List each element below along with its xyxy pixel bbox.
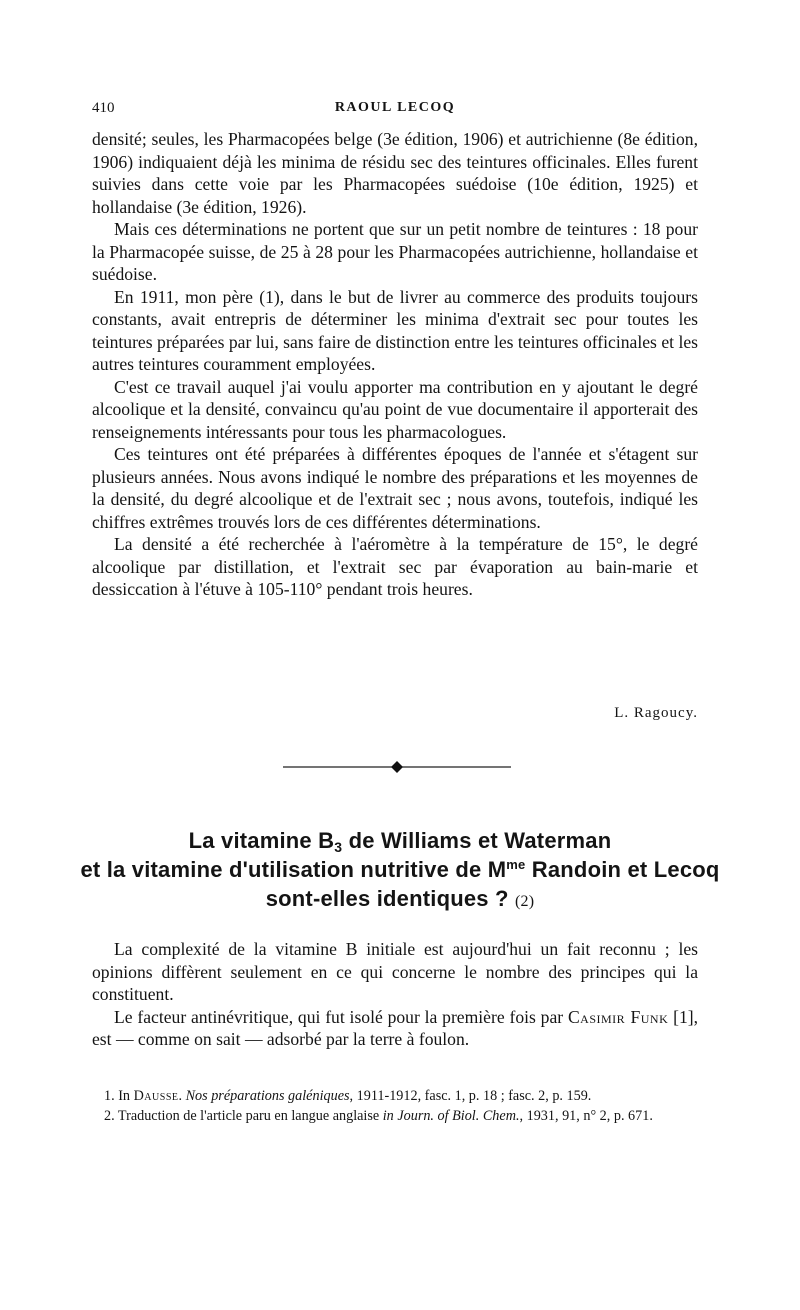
footnote-ref: (2) [515, 893, 535, 910]
paragraph: La densité a été recherchée à l'aéromètre à la température de 15°, le degré alcoolique par distillation, et l'extrait sec par évaporation au bain-marie et dessiccation à l'étuve à 105-110° pendant trois heures. [92, 534, 698, 599]
page-number: 410 [92, 100, 115, 116]
paragraph: La complexité de la vitamine B initiale est aujourd'hui un fait reconnu ; les opinions diffèrent seulement en ce qui concerne le nombre des principes qui la constituent. [92, 939, 698, 1004]
footnote-1: 1. In Dausse. Nos préparations galéniques, 1911-1912, fasc. 1, p. 18 ; fasc. 2, p. 159. [104, 1088, 592, 1104]
title-line-1: La vitamine $B_3$ de Williams et Waterman [188, 828, 612, 855]
body-text-lower [92, 938, 698, 1051]
title-line-3: sont-elles identiques ? (2) [265, 886, 535, 911]
author-name: Casimir Funk [567, 1006, 669, 1027]
author-signature: L. Ragoucy. [614, 705, 698, 721]
footnote-2: 2. Traduction de l'article paru en langue anglaise in Journ. of Biol. Chem., 1931, 91, n° 2, p. 671. [104, 1108, 653, 1124]
footnotes [92, 1086, 698, 1126]
article-title [80, 826, 720, 916]
paragraph: Ces teintures ont été préparées à différentes époques de l'année et s'étagent sur plusieurs années. Nous avons indiqué le nombre des préparations et les moyennes de la densité, du degré alcoolique et de l'extrait sec ; nous avons, toutefois, indiqué les chiffres extrêmes trouvés lors de ces différentes déterminations. [92, 444, 698, 532]
paragraph: En 1911, mon père (1), dans le but de livrer au commerce des produits toujours constants, avait entrepris de déterminer les minima d'extrait sec pour toutes les teintures préparées par lui, sans faire de distinction entre les teintures officinales et les autres teintures couramment employées. [92, 286, 698, 374]
body-text-upper [92, 128, 698, 601]
paragraph: densité; seules, les Pharmacopées belge (3e édition, 1906) et autrichienne (8e édition, 1906) indiquaient déjà les minima de résidu sec des teintures officinales. Elles furent suivies dans cette voie par les Pharmacopées suédoise (10e édition, 1925) et hollandaise (3e édition, 1926). [92, 129, 698, 217]
paragraph: C'est ce travail auquel j'ai voulu apporter ma contribution en y ajoutant le degré alcoolique et la densité, convaincu qu'au point de vue documentaire il apporterait des renseignements intéressants pour tous les pharmacologues. [92, 376, 698, 442]
title-line-2: et la vitamine d'utilisation nutritive de $M^{me}$ Randoin et Lecoq [80, 857, 720, 882]
running-head [92, 100, 698, 122]
paragraph: Mais ces déterminations ne portent que sur un petit nombre de teintures : 18 pour la Pharmacopée suisse, de 25 à 28 pour les Pharmacopées autrichienne, hollandaise et suédoise. [92, 219, 698, 284]
running-title: RAOUL LECOQ [334, 100, 456, 115]
section-divider-ornament [283, 758, 511, 776]
paragraph: Le facteur antinévritique, qui fut isolé pour la première fois par Casimir Funk [1], est — comme on sait — adsorbé par la terre à foulon. [92, 1006, 699, 1049]
